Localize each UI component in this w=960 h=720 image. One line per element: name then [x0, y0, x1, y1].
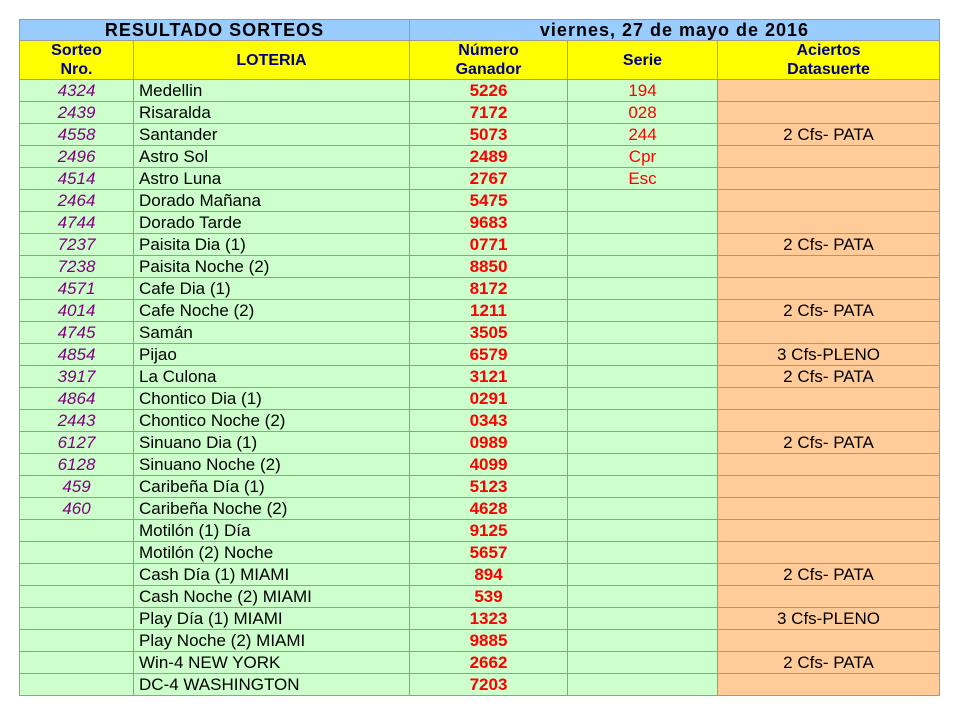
- aciertos-cell: [718, 586, 940, 608]
- numero-cell: 539: [410, 586, 568, 608]
- aciertos-cell: [718, 146, 940, 168]
- loteria-cell: Santander: [134, 124, 410, 146]
- serie-cell: [568, 234, 718, 256]
- sorteo-cell: 2439: [20, 102, 134, 124]
- aciertos-cell: [718, 322, 940, 344]
- serie-cell: [568, 454, 718, 476]
- loteria-cell: Samán: [134, 322, 410, 344]
- header-loteria: LOTERIA: [134, 41, 410, 80]
- aciertos-cell: [718, 476, 940, 498]
- serie-cell: Cpr: [568, 146, 718, 168]
- loteria-cell: Paisita Dia (1): [134, 234, 410, 256]
- table-row: [20, 344, 940, 366]
- sorteo-cell: 2496: [20, 146, 134, 168]
- serie-cell: [568, 366, 718, 388]
- serie-cell: [568, 608, 718, 630]
- table-row: [20, 630, 940, 652]
- loteria-cell: Cafe Dia (1): [134, 278, 410, 300]
- serie-cell: [568, 564, 718, 586]
- table-row: [20, 102, 940, 124]
- sorteo-cell: 4014: [20, 300, 134, 322]
- loteria-cell: Sinuano Dia (1): [134, 432, 410, 454]
- sorteo-cell: 4745: [20, 322, 134, 344]
- draw-date: viernes, 27 de mayo de 2016: [410, 20, 940, 41]
- sorteo-cell: [20, 520, 134, 542]
- aciertos-cell: 2 Cfs- PATA: [718, 300, 940, 322]
- serie-cell: [568, 212, 718, 234]
- table-row: [20, 542, 940, 564]
- serie-cell: [568, 586, 718, 608]
- numero-cell: 5073: [410, 124, 568, 146]
- aciertos-cell: [718, 80, 940, 102]
- numero-cell: 894: [410, 564, 568, 586]
- numero-cell: 6579: [410, 344, 568, 366]
- serie-cell: [568, 278, 718, 300]
- numero-cell: 1211: [410, 300, 568, 322]
- header-serie: Serie: [568, 41, 718, 80]
- serie-cell: [568, 300, 718, 322]
- loteria-cell: Pijao: [134, 344, 410, 366]
- title-row: [20, 20, 940, 41]
- aciertos-cell: [718, 278, 940, 300]
- sorteo-cell: [20, 674, 134, 696]
- aciertos-cell: 2 Cfs- PATA: [718, 652, 940, 674]
- table-row: [20, 410, 940, 432]
- loteria-cell: Win-4 NEW YORK: [134, 652, 410, 674]
- serie-cell: [568, 190, 718, 212]
- loteria-cell: Motilón (1) Día: [134, 520, 410, 542]
- results-body: [20, 80, 940, 696]
- numero-cell: 5123: [410, 476, 568, 498]
- serie-cell: [568, 674, 718, 696]
- serie-cell: [568, 498, 718, 520]
- aciertos-cell: 3 Cfs-PLENO: [718, 344, 940, 366]
- sorteo-cell: 4864: [20, 388, 134, 410]
- sorteo-cell: 7238: [20, 256, 134, 278]
- aciertos-cell: [718, 256, 940, 278]
- serie-cell: [568, 630, 718, 652]
- table-row: [20, 586, 940, 608]
- results-table: [19, 19, 940, 696]
- aciertos-cell: [718, 630, 940, 652]
- table-row: [20, 498, 940, 520]
- loteria-cell: Caribeña Día (1): [134, 476, 410, 498]
- numero-cell: 8172: [410, 278, 568, 300]
- serie-cell: [568, 410, 718, 432]
- table-row: [20, 674, 940, 696]
- numero-cell: 2767: [410, 168, 568, 190]
- sorteo-cell: 6128: [20, 454, 134, 476]
- serie-cell: [568, 476, 718, 498]
- numero-cell: 8850: [410, 256, 568, 278]
- loteria-cell: Sinuano Noche (2): [134, 454, 410, 476]
- numero-cell: 2662: [410, 652, 568, 674]
- aciertos-cell: [718, 410, 940, 432]
- serie-cell: [568, 520, 718, 542]
- loteria-cell: Cafe Noche (2): [134, 300, 410, 322]
- table-row: [20, 256, 940, 278]
- numero-cell: 5657: [410, 542, 568, 564]
- sorteo-cell: 2464: [20, 190, 134, 212]
- numero-cell: 9125: [410, 520, 568, 542]
- numero-cell: 2489: [410, 146, 568, 168]
- table-row: [20, 564, 940, 586]
- table-row: [20, 124, 940, 146]
- table-row: [20, 388, 940, 410]
- table-row: [20, 476, 940, 498]
- sorteo-cell: 4558: [20, 124, 134, 146]
- sorteo-cell: [20, 542, 134, 564]
- loteria-cell: Play Día (1) MIAMI: [134, 608, 410, 630]
- table-row: [20, 520, 940, 542]
- sorteo-cell: 460: [20, 498, 134, 520]
- aciertos-cell: 2 Cfs- PATA: [718, 432, 940, 454]
- sorteo-cell: [20, 564, 134, 586]
- loteria-cell: La Culona: [134, 366, 410, 388]
- serie-cell: [568, 432, 718, 454]
- loteria-cell: DC-4 WASHINGTON: [134, 674, 410, 696]
- sorteo-cell: 3917: [20, 366, 134, 388]
- numero-cell: 1323: [410, 608, 568, 630]
- table-row: [20, 366, 940, 388]
- aciertos-cell: 2 Cfs- PATA: [718, 366, 940, 388]
- loteria-cell: Cash Noche (2) MIAMI: [134, 586, 410, 608]
- sorteo-cell: [20, 630, 134, 652]
- loteria-cell: Cash Día (1) MIAMI: [134, 564, 410, 586]
- serie-cell: 194: [568, 80, 718, 102]
- loteria-cell: Chontico Dia (1): [134, 388, 410, 410]
- loteria-cell: Dorado Tarde: [134, 212, 410, 234]
- serie-cell: Esc: [568, 168, 718, 190]
- aciertos-cell: [718, 674, 940, 696]
- table-row: [20, 454, 940, 476]
- numero-cell: 9885: [410, 630, 568, 652]
- aciertos-cell: 2 Cfs- PATA: [718, 564, 940, 586]
- table-row: [20, 234, 940, 256]
- aciertos-cell: [718, 542, 940, 564]
- numero-cell: 4628: [410, 498, 568, 520]
- table-row: [20, 278, 940, 300]
- table-row: [20, 146, 940, 168]
- numero-cell: 3505: [410, 322, 568, 344]
- loteria-cell: Astro Luna: [134, 168, 410, 190]
- aciertos-cell: 3 Cfs-PLENO: [718, 608, 940, 630]
- table-row: [20, 322, 940, 344]
- numero-cell: 4099: [410, 454, 568, 476]
- serie-cell: [568, 256, 718, 278]
- table-row: [20, 168, 940, 190]
- aciertos-cell: [718, 190, 940, 212]
- serie-cell: [568, 322, 718, 344]
- aciertos-cell: [718, 454, 940, 476]
- table-row: [20, 608, 940, 630]
- table-row: [20, 212, 940, 234]
- sorteo-cell: [20, 608, 134, 630]
- numero-cell: 7172: [410, 102, 568, 124]
- numero-cell: 0343: [410, 410, 568, 432]
- numero-cell: 0771: [410, 234, 568, 256]
- loteria-cell: Astro Sol: [134, 146, 410, 168]
- aciertos-cell: [718, 212, 940, 234]
- aciertos-cell: [718, 168, 940, 190]
- numero-cell: 7203: [410, 674, 568, 696]
- loteria-cell: Risaralda: [134, 102, 410, 124]
- numero-cell: 0291: [410, 388, 568, 410]
- numero-cell: 0989: [410, 432, 568, 454]
- table-row: [20, 652, 940, 674]
- table-row: [20, 190, 940, 212]
- sheet-title: RESULTADO SORTEOS: [20, 20, 410, 41]
- header-sorteo: Sorteo Nro.: [20, 41, 134, 80]
- sorteo-cell: 7237: [20, 234, 134, 256]
- sorteo-cell: 4571: [20, 278, 134, 300]
- serie-cell: [568, 388, 718, 410]
- aciertos-cell: [718, 102, 940, 124]
- loteria-cell: Motilón (2) Noche: [134, 542, 410, 564]
- serie-cell: [568, 344, 718, 366]
- sorteo-cell: [20, 652, 134, 674]
- sorteo-cell: 459: [20, 476, 134, 498]
- loteria-cell: Chontico Noche (2): [134, 410, 410, 432]
- serie-cell: 244: [568, 124, 718, 146]
- table-row: [20, 432, 940, 454]
- aciertos-cell: [718, 498, 940, 520]
- table-row: [20, 300, 940, 322]
- serie-cell: 028: [568, 102, 718, 124]
- sorteo-cell: 4744: [20, 212, 134, 234]
- table-row: [20, 80, 940, 102]
- sorteo-cell: [20, 586, 134, 608]
- loteria-cell: Medellin: [134, 80, 410, 102]
- numero-cell: 5475: [410, 190, 568, 212]
- numero-cell: 3121: [410, 366, 568, 388]
- loteria-cell: Paisita Noche (2): [134, 256, 410, 278]
- serie-cell: [568, 542, 718, 564]
- aciertos-cell: 2 Cfs- PATA: [718, 124, 940, 146]
- loteria-cell: Dorado Mañana: [134, 190, 410, 212]
- loteria-cell: Play Noche (2) MIAMI: [134, 630, 410, 652]
- sorteo-cell: 4514: [20, 168, 134, 190]
- serie-cell: [568, 652, 718, 674]
- numero-cell: 9683: [410, 212, 568, 234]
- sorteo-cell: 6127: [20, 432, 134, 454]
- sorteo-cell: 2443: [20, 410, 134, 432]
- sorteo-cell: 4854: [20, 344, 134, 366]
- loteria-cell: Caribeña Noche (2): [134, 498, 410, 520]
- numero-cell: 5226: [410, 80, 568, 102]
- header-row: [20, 41, 940, 80]
- header-aciertos: Aciertos Datasuerte: [718, 41, 940, 80]
- aciertos-cell: 2 Cfs- PATA: [718, 234, 940, 256]
- aciertos-cell: [718, 520, 940, 542]
- sorteo-cell: 4324: [20, 80, 134, 102]
- aciertos-cell: [718, 388, 940, 410]
- header-numero: Número Ganador: [410, 41, 568, 80]
